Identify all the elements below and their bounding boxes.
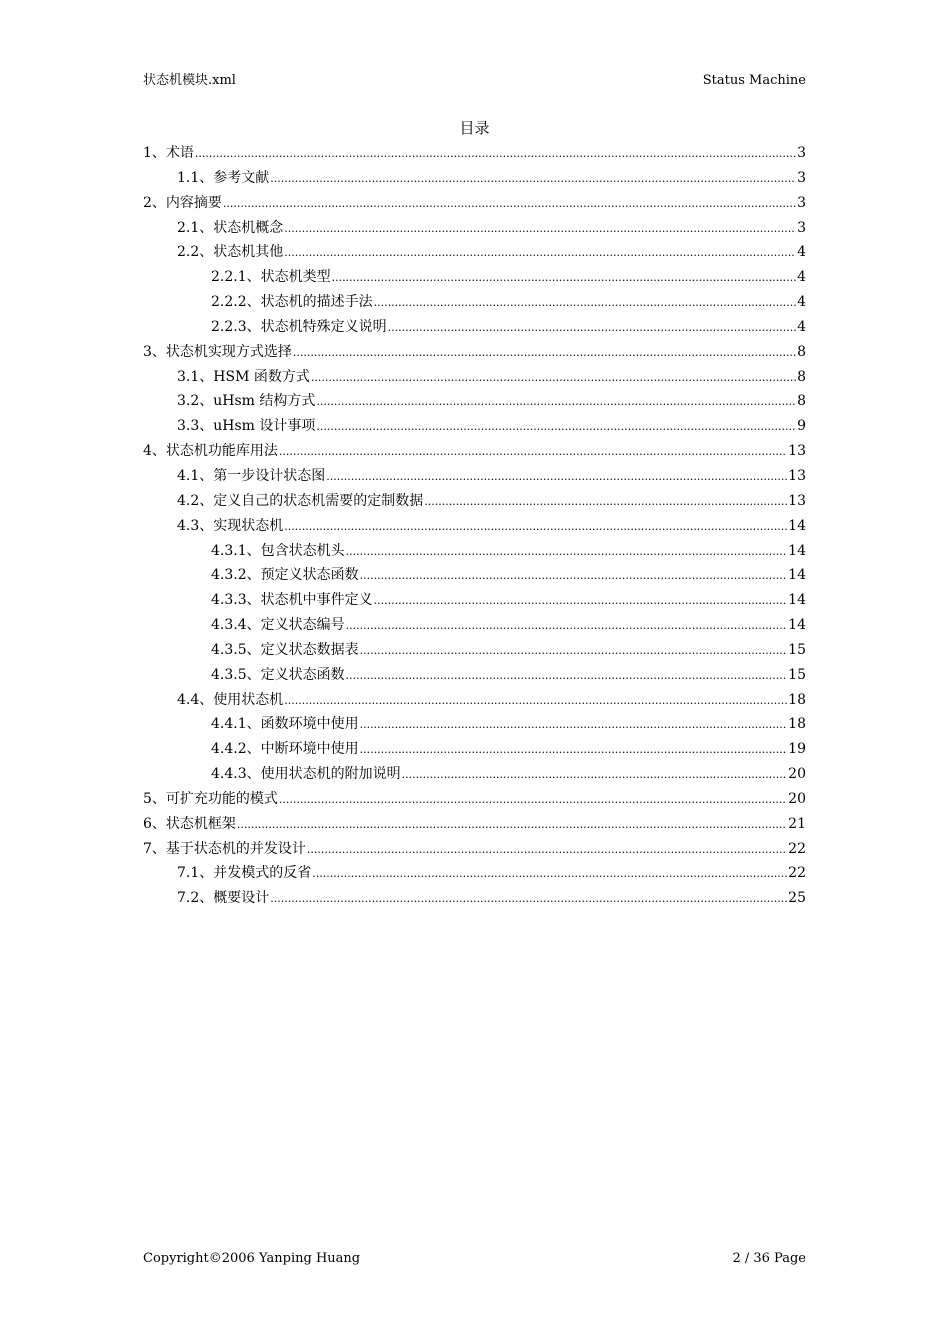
toc-entry-page: 14 xyxy=(788,592,806,609)
toc-dot-leader xyxy=(402,763,788,788)
toc-entry-page: 18 xyxy=(788,691,806,708)
toc-entry-page: 4 xyxy=(797,244,806,261)
toc-entry-page: 21 xyxy=(788,815,806,832)
toc-entry-label: 4.3.2、预定义状态函数 xyxy=(211,567,359,584)
toc-entry[interactable] xyxy=(143,191,806,216)
toc-entry-page: 3 xyxy=(797,145,806,161)
toc-entry-page: 4 xyxy=(797,294,806,311)
toc-title: 目录 xyxy=(459,119,490,137)
toc-dot-leader xyxy=(195,142,796,167)
toc-entry[interactable] xyxy=(143,216,806,241)
toc-dot-leader xyxy=(270,887,787,912)
toc-entry-label: 1、术语 xyxy=(143,145,194,161)
toc-entry-label: 4.3.1、包含状态机头 xyxy=(211,542,345,559)
toc-entry[interactable] xyxy=(143,290,806,315)
toc-entry[interactable] xyxy=(143,514,806,539)
toc-dot-leader xyxy=(312,862,787,887)
toc-entry[interactable] xyxy=(143,240,806,265)
toc-entry-page: 14 xyxy=(788,617,806,634)
toc-entry[interactable] xyxy=(143,762,806,787)
toc-entry-label: 4、状态机功能库用法 xyxy=(143,443,278,460)
document-filename: 状态机模块.xml xyxy=(143,73,236,88)
toc-dot-leader xyxy=(424,490,787,515)
toc-entry[interactable] xyxy=(143,414,806,439)
toc-entry-page: 25 xyxy=(788,890,806,907)
toc-entry-label: 1.1、参考文献 xyxy=(177,169,270,186)
toc-entry[interactable] xyxy=(143,812,806,837)
toc-entry[interactable] xyxy=(143,315,806,340)
toc-entry-page: 3 xyxy=(797,169,806,186)
toc-dot-leader xyxy=(388,316,796,341)
toc-entry[interactable] xyxy=(143,439,806,464)
table-of-contents xyxy=(143,141,806,911)
toc-entry-label: 3.1、HSM 函数方式 xyxy=(177,368,310,385)
toc-entry[interactable] xyxy=(143,365,806,390)
toc-entry-page: 22 xyxy=(788,840,806,857)
toc-dot-leader xyxy=(223,192,796,217)
toc-dot-leader xyxy=(360,564,788,589)
toc-entry-page: 15 xyxy=(788,641,806,658)
toc-entry-label: 2.2.2、状态机的描述手法 xyxy=(211,294,373,311)
toc-entry-label: 4.2、定义自己的状态机需要的定制数据 xyxy=(177,492,424,509)
toc-entry[interactable] xyxy=(143,340,806,365)
copyright-notice: Copyright©2006 Yanping Huang xyxy=(143,1251,361,1266)
toc-entry-label: 4.4、使用状态机 xyxy=(177,691,284,708)
toc-entry[interactable] xyxy=(143,563,806,588)
toc-dot-leader xyxy=(279,440,787,465)
toc-dot-leader xyxy=(332,266,796,291)
toc-entry-page: 22 xyxy=(788,865,806,882)
toc-entry-page: 14 xyxy=(788,517,806,534)
toc-entry-label: 4.3.4、定义状态编号 xyxy=(211,617,345,634)
toc-entry-page: 20 xyxy=(788,790,806,807)
toc-entry[interactable] xyxy=(143,787,806,812)
toc-dot-leader xyxy=(346,664,788,689)
toc-entry-page: 4 xyxy=(797,318,806,335)
toc-entry-label: 7.1、并发模式的反省 xyxy=(177,865,312,882)
toc-entry-label: 4.4.3、使用状态机的附加说明 xyxy=(211,766,401,783)
toc-dot-leader xyxy=(284,241,796,266)
toc-entry[interactable] xyxy=(143,588,806,613)
document-subject: Status Machine xyxy=(702,73,806,88)
toc-entry[interactable] xyxy=(143,663,806,688)
toc-entry[interactable] xyxy=(143,886,806,911)
page-header xyxy=(143,72,806,90)
toc-dot-leader xyxy=(316,390,796,415)
toc-entry[interactable] xyxy=(143,166,806,191)
toc-entry-label: 7.2、概要设计 xyxy=(177,890,270,907)
toc-dot-leader xyxy=(374,589,788,614)
toc-entry-label: 2.2.1、状态机类型 xyxy=(211,269,331,286)
toc-dot-leader xyxy=(270,167,796,192)
toc-entry-page: 3 xyxy=(797,219,806,236)
toc-dot-leader xyxy=(360,738,788,763)
toc-entry-label: 3.3、uHsm 设计事项 xyxy=(177,418,316,435)
toc-dot-leader xyxy=(307,838,787,863)
toc-entry-page: 4 xyxy=(797,269,806,286)
toc-entry-page: 8 xyxy=(797,393,806,410)
toc-entry-page: 15 xyxy=(788,666,806,683)
page-footer xyxy=(143,1250,806,1268)
toc-entry-label: 4.4.2、中断环境中使用 xyxy=(211,741,359,758)
toc-dot-leader xyxy=(284,689,787,714)
toc-entry[interactable] xyxy=(143,837,806,862)
toc-entry-page: 8 xyxy=(797,343,806,360)
toc-entry-label: 3.2、uHsm 结构方式 xyxy=(177,393,316,410)
toc-entry[interactable] xyxy=(143,688,806,713)
toc-entry-page: 3 xyxy=(797,194,806,211)
toc-entry-label: 2、内容摘要 xyxy=(143,194,222,211)
toc-entry[interactable] xyxy=(143,613,806,638)
toc-entry[interactable] xyxy=(143,861,806,886)
toc-entry-label: 4.4.1、函数环境中使用 xyxy=(211,716,359,733)
toc-dot-leader xyxy=(346,614,788,639)
toc-entry-label: 4.3.5、定义状态数据表 xyxy=(211,641,359,658)
toc-entry[interactable] xyxy=(143,141,806,166)
toc-entry-label: 4.3.3、状态机中事件定义 xyxy=(211,592,373,609)
toc-entry[interactable] xyxy=(143,464,806,489)
toc-entry-page: 8 xyxy=(797,368,806,385)
toc-entry-page: 20 xyxy=(788,766,806,783)
toc-entry[interactable] xyxy=(143,389,806,414)
toc-entry-page: 13 xyxy=(788,443,806,460)
toc-entry-label: 2.1、状态机概念 xyxy=(177,219,284,236)
toc-entry[interactable] xyxy=(143,638,806,663)
toc-entry-page: 18 xyxy=(788,716,806,733)
toc-entry-label: 7、基于状态机的并发设计 xyxy=(143,840,306,857)
toc-dot-leader xyxy=(279,788,787,813)
toc-entry-page: 13 xyxy=(788,492,806,509)
toc-dot-leader xyxy=(360,639,788,664)
toc-entry-label: 2.2、状态机其他 xyxy=(177,244,284,261)
toc-entry-label: 4.3.5、定义状态函数 xyxy=(211,666,345,683)
toc-entry-label: 4.1、第一步设计状态图 xyxy=(177,467,326,484)
toc-entry-page: 14 xyxy=(788,567,806,584)
toc-entry-label: 3、状态机实现方式选择 xyxy=(143,343,292,360)
toc-entry-label: 5、可扩充功能的模式 xyxy=(143,790,278,807)
toc-dot-leader xyxy=(237,813,787,838)
toc-entry-page: 14 xyxy=(788,542,806,559)
toc-entry[interactable] xyxy=(143,489,806,514)
toc-entry[interactable] xyxy=(143,265,806,290)
toc-entry-label: 4.3、实现状态机 xyxy=(177,517,284,534)
toc-entry-label: 2.2.3、状态机特殊定义说明 xyxy=(211,318,387,335)
toc-entry[interactable] xyxy=(143,737,806,762)
toc-dot-leader xyxy=(311,366,796,391)
toc-dot-leader xyxy=(284,217,796,242)
toc-dot-leader xyxy=(346,540,788,565)
toc-entry-page: 13 xyxy=(788,467,806,484)
toc-dot-leader xyxy=(374,291,796,316)
toc-entry[interactable] xyxy=(143,539,806,564)
toc-entry-label: 6、状态机框架 xyxy=(143,815,236,832)
toc-dot-leader xyxy=(293,341,796,366)
toc-dot-leader xyxy=(360,713,788,738)
toc-dot-leader xyxy=(284,515,787,540)
toc-dot-leader xyxy=(316,415,796,440)
page-number: 2 / 36 Page xyxy=(732,1251,806,1266)
toc-entry[interactable] xyxy=(143,712,806,737)
toc-entry-page: 19 xyxy=(788,741,806,758)
toc-entry-page: 9 xyxy=(797,418,806,435)
toc-dot-leader xyxy=(326,465,787,490)
